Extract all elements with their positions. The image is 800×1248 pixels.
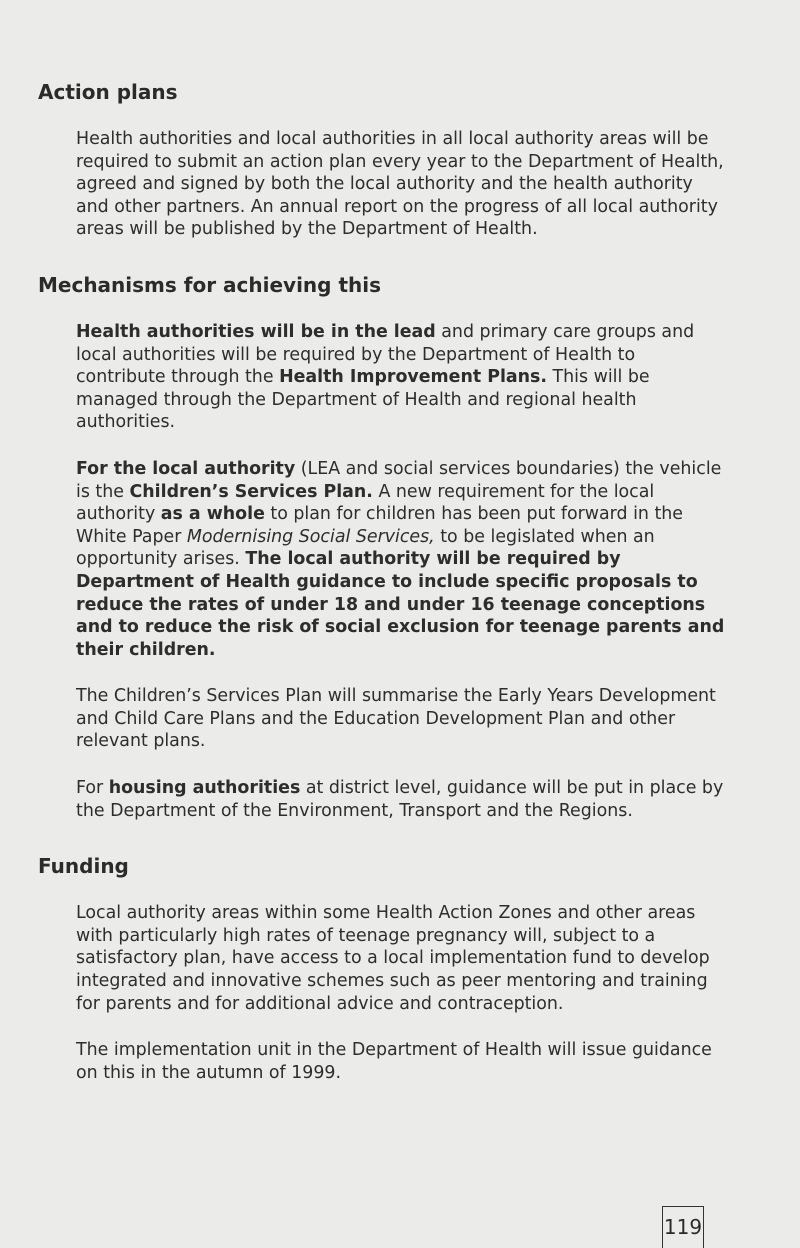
body-paragraph	[76, 458, 726, 661]
text-run: as a whole	[160, 504, 265, 525]
text-run: The Children’s Services Plan will summarise the Early Years Development and Child Care Plans and the Education Development Plan and other relevant plans.	[76, 686, 716, 752]
text-run: Health Improvement Plans.	[279, 367, 547, 388]
text-run: Children’s Services Plan.	[129, 481, 373, 502]
text-run: A new requirement for the local authority	[76, 481, 655, 525]
section	[0, 78, 800, 271]
body-paragraph	[76, 685, 726, 753]
body-paragraph	[76, 1039, 726, 1084]
section	[0, 852, 800, 1084]
document-body	[0, 78, 800, 1084]
text-run: For the local authority	[76, 458, 296, 479]
text-run: The implementation unit in the Department of Health will issue guidance on this in the autumn of 1999.	[76, 1040, 712, 1083]
body-paragraph	[76, 321, 726, 434]
text-run: Health authorities will be in the lead	[76, 321, 436, 342]
body-paragraph	[76, 777, 726, 822]
text-run: at district level, guidance will be put in place by the Department of the Environment, Transport and the Regions.	[76, 778, 724, 821]
text-run: The local authority will be required by Department of Health guidance to include specific proposals to reduce the rates of under 18 and under 16 teenage conceptions and to reduce the risk of social exclusion for teenage parents and their children.	[76, 549, 725, 660]
section-heading: Action plans	[38, 80, 178, 104]
text-run: Health authorities and local authorities in all local authority areas will be required to submit an action plan every year to the Department of Health, agreed and signed by both the local authority and the health authority and other partners. An annual report on the progress of all local authority areas will be published by the Department of Health.	[76, 129, 724, 240]
text-run: Local authority areas within some Health Action Zones and other areas with particularly high rates of teenage pregnancy will, subject to a satisfactory plan, have access to a local implementation fund to develop integrated and innovative schemes such as peer mentoring and training for parents and for additional advice and contraception.	[76, 903, 710, 1014]
text-run: and primary care groups and local authorities will be required by the Department of Health to contribute through the	[76, 321, 695, 388]
text-run: For	[76, 778, 109, 799]
text-run: (LEA and social services boundaries) the vehicle is the	[76, 458, 722, 502]
text-run: to be legislated when an opportunity arises.	[76, 526, 655, 570]
text-run: Modernising Social Services,	[186, 526, 435, 547]
section-heading: Funding	[38, 854, 129, 879]
section	[0, 271, 800, 852]
page-number: 119	[662, 1206, 704, 1248]
body-paragraph	[76, 128, 726, 241]
text-run: to plan for children has been put forward in the White Paper	[76, 504, 683, 547]
body-paragraph	[76, 902, 726, 1015]
section-heading: Mechanisms for achieving this	[38, 272, 382, 297]
text-run: housing authorities	[108, 778, 301, 799]
text-run: This will be managed through the Department of Health and regional health authorities.	[76, 367, 650, 433]
